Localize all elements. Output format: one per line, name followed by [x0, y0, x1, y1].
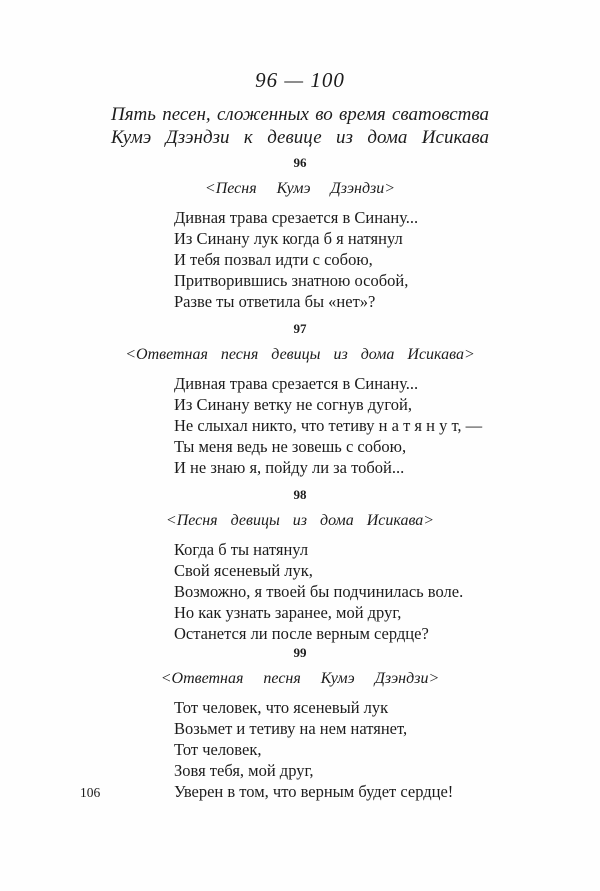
poem-heading: <Песня Кумэ Дзэндзи>	[204, 180, 396, 197]
poem-body	[174, 697, 580, 802]
poem-body	[174, 207, 580, 312]
poem-number: 96	[293, 155, 307, 170]
poem-number: 98	[293, 487, 307, 502]
poem-line: Ты меня ведь не зовешь с собою,	[174, 437, 407, 456]
poem-line: Возможно, я твоей бы подчинилась воле.	[174, 582, 464, 601]
poem-number: 97	[293, 321, 307, 336]
poem-line: Не слыхал никто, что тетиву н а т я н у т, —	[174, 416, 483, 435]
poem-line: Но как узнать заранее, мой друг,	[174, 603, 402, 622]
poem-line: Разве ты ответила бы «нет»?	[174, 292, 376, 311]
poem-line: Дивная трава срезается в Синану...	[174, 208, 419, 227]
page-number: 106	[80, 785, 101, 800]
poem-section-99	[0, 645, 600, 802]
poem-line: Уверен в том, что верным будет сердце!	[174, 782, 454, 801]
poem-line: Притворившись знатною особой,	[174, 271, 409, 290]
poem-section-98	[0, 487, 600, 644]
collection-title	[111, 103, 489, 149]
poem-line: Тот человек, что ясеневый лук	[174, 698, 389, 717]
poem-line: Останется ли после верным сердце?	[174, 624, 429, 643]
poem-line: Зовя тебя, мой друг,	[174, 761, 314, 780]
poem-line: И тебя позвал идти с собою,	[174, 250, 373, 269]
poem-heading: <Песня девицы из дома Исикава>	[165, 512, 435, 529]
poem-line: Свой ясеневый лук,	[174, 561, 313, 580]
poem-range-heading: 96 — 100	[255, 68, 345, 92]
poem-body	[174, 373, 580, 478]
poem-number: 99	[293, 645, 307, 660]
poem-body	[174, 539, 580, 644]
poem-line: Из Синану лук когда б я натянул	[174, 229, 403, 248]
poem-line: И не знаю я, пойду ли за тобой...	[174, 458, 405, 477]
collection-title-line-1: Пять песен, сложенных во время сватовства	[111, 104, 489, 125]
poem-line: Из Синану ветку не согнув дугой,	[174, 395, 412, 414]
poem-section-96	[0, 155, 600, 312]
poem-section-97	[0, 321, 600, 478]
poem-heading: <Ответная песня девицы из дома Исикава>	[125, 346, 475, 363]
poem-line: Тот человек,	[174, 740, 262, 759]
collection-title-line-2: Кумэ Дзэндзи к девице из дома Исикава	[111, 127, 489, 148]
poem-line: Когда б ты натянул	[174, 540, 309, 559]
poem-heading: <Ответная песня Кумэ Дзэндзи>	[160, 670, 440, 687]
poem-line: Возьмет и тетиву на нем натянет,	[174, 719, 408, 738]
poem-line: Дивная трава срезается в Синану...	[174, 374, 419, 393]
